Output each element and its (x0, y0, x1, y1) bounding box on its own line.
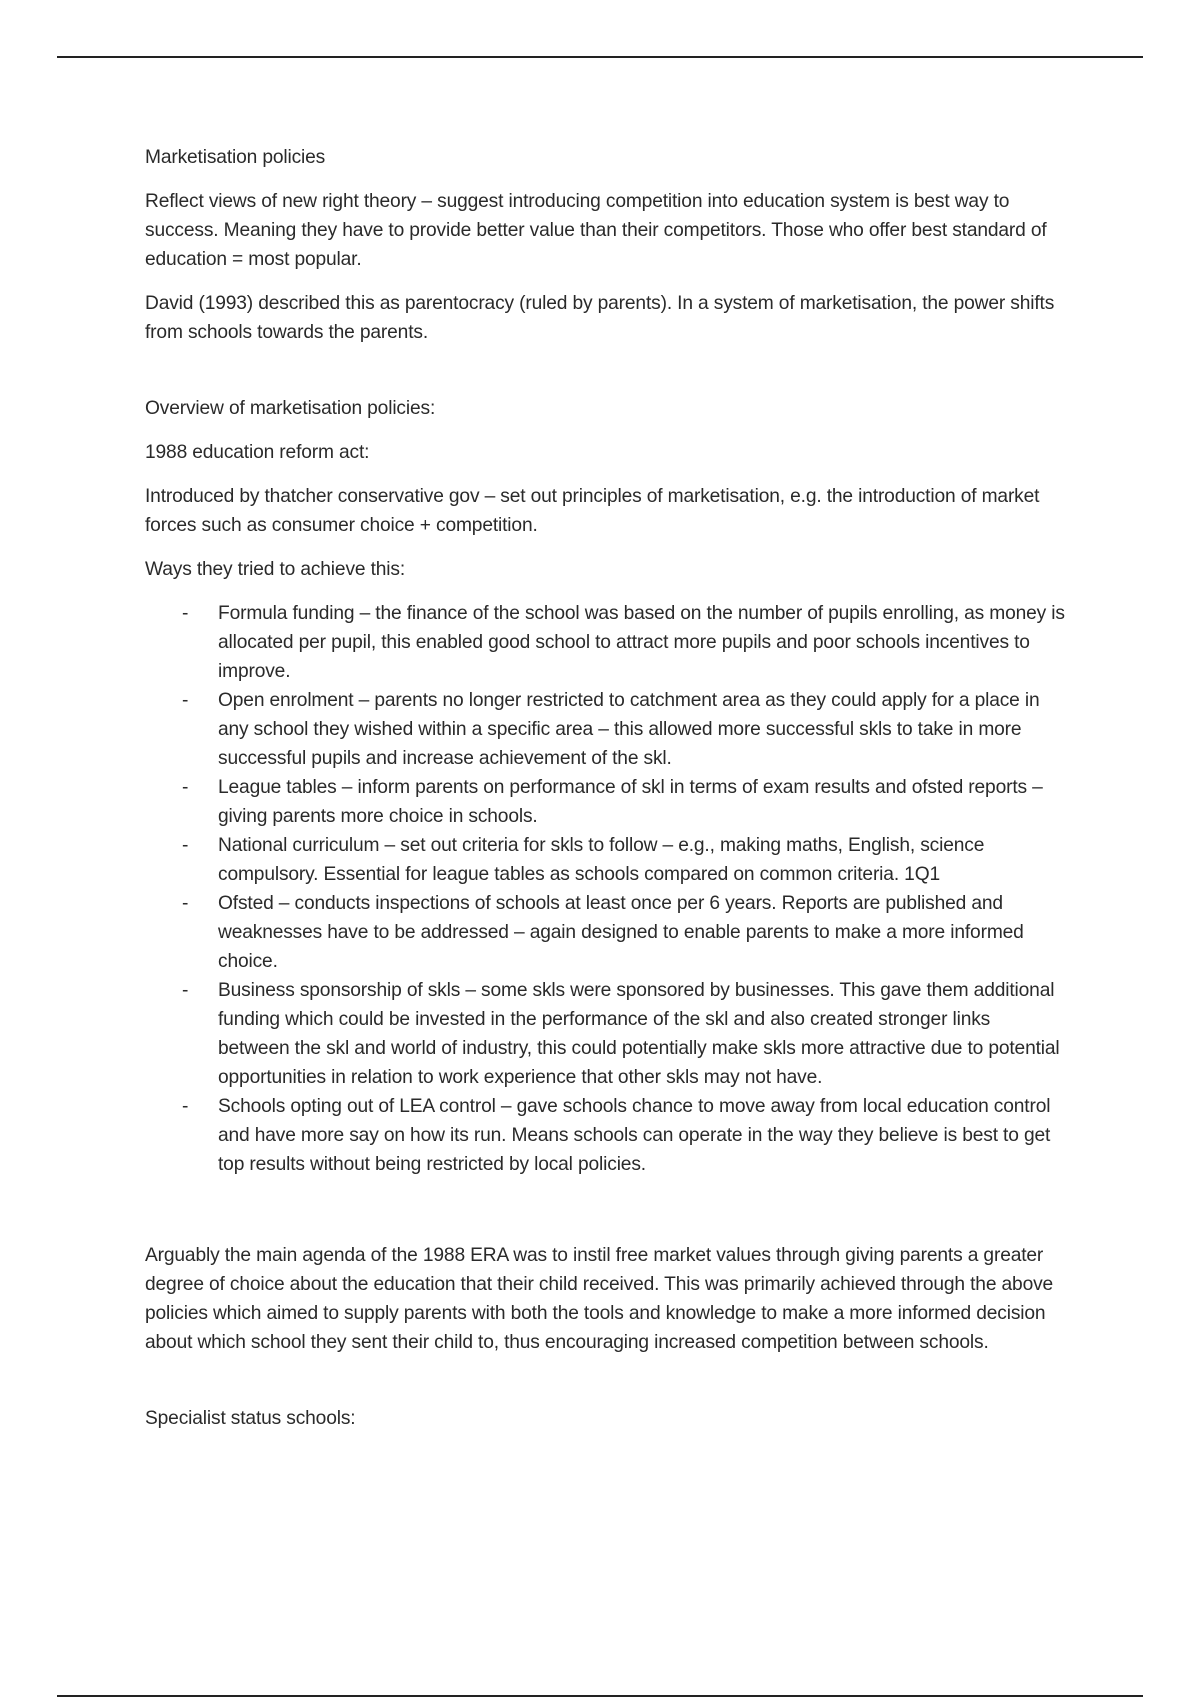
list-item (145, 831, 1065, 889)
policy-bullet-list (145, 599, 1065, 1179)
intro-paragraph-2: David (1993) described this as parentocracy (ruled by parents). In a system of marketisation, the power shifts from schools towards the parents. (145, 293, 1055, 343)
overview-heading: Overview of marketisation policies: (145, 398, 436, 419)
list-item-text: Formula funding – the finance of the school was based on the number of pupils enrolling, as money is allocated per pupil, this enabled good school to attract more pupils and poor schools incentives to improve. (218, 603, 1065, 682)
bullet-marker: - (182, 690, 189, 711)
list-item (145, 686, 1065, 773)
document-page (145, 143, 1065, 1448)
list-item-text: Open enrolment – parents no longer restricted to catchment area as they could apply for a place in any school they wished within a specific area – this allowed more successful skls to take in more successful pupils and increase achievement of the skl. (218, 690, 1040, 769)
bullet-marker: - (182, 980, 189, 1001)
list-item-text: Schools opting out of LEA control – gave schools chance to move away from local education control and have more say on how its run. Means schools can operate in the way they believe is best to get top results without being restricted by local policies. (218, 1096, 1051, 1175)
list-item (145, 773, 1065, 831)
intro-paragraph-1: Reflect views of new right theory – suggest introducing competition into education system is best way to success. Meaning they have to provide better value than their competitors. Those who offer best standard of education = most popular. (145, 191, 1047, 270)
bullet-marker: - (182, 603, 189, 624)
bullet-marker: - (182, 1096, 189, 1117)
act-heading: 1988 education reform act: (145, 442, 370, 463)
ways-heading: Ways they tried to achieve this: (145, 559, 406, 580)
page-top-rule (57, 56, 1143, 58)
page-bottom-rule (57, 1695, 1143, 1697)
list-item-text: Business sponsorship of skls – some skls were sponsored by businesses. This gave them additional funding which could be invested in the performance of the skl and also created stronger links between the skl and world of industry, this could potentially make skls more attractive due to potential opportunities in relation to work experience that other skls may not have. (218, 980, 1060, 1088)
list-item (145, 889, 1065, 976)
list-item-text: Ofsted – conducts inspections of schools at least once per 6 years. Reports are published and weaknesses have to be addressed – again designed to enable parents to make a more informed choice. (218, 893, 1024, 972)
act-intro-paragraph: Introduced by thatcher conservative gov – set out principles of marketisation, e.g. the introduction of market forces such as consumer choice + competition. (145, 486, 1040, 536)
list-item-text: League tables – inform parents on performance of skl in terms of exam results and ofsted reports – giving parents more choice in schools. (218, 777, 1043, 827)
list-item-text: National curriculum – set out criteria for skls to follow – e.g., making maths, English, science compulsory. Essential for league tables as schools compared on common criteria. 1Q1 (218, 835, 985, 885)
next-section-heading: Specialist status schools: (145, 1408, 356, 1429)
list-item (145, 1092, 1065, 1179)
bullet-marker: - (182, 893, 189, 914)
list-item (145, 976, 1065, 1092)
bullet-marker: - (182, 835, 189, 856)
conclusion-paragraph: Arguably the main agenda of the 1988 ERA was to instil free market values through giving parents a greater degree of choice about the education that their child received. This was primarily achieved through the above policies which aimed to supply parents with both the tools and knowledge to make a more informed decision about which school they sent their child to, thus encouraging increased competition between schools. (145, 1245, 1054, 1353)
list-item (145, 599, 1065, 686)
document-title: Marketisation policies (145, 147, 326, 168)
bullet-marker: - (182, 777, 189, 798)
